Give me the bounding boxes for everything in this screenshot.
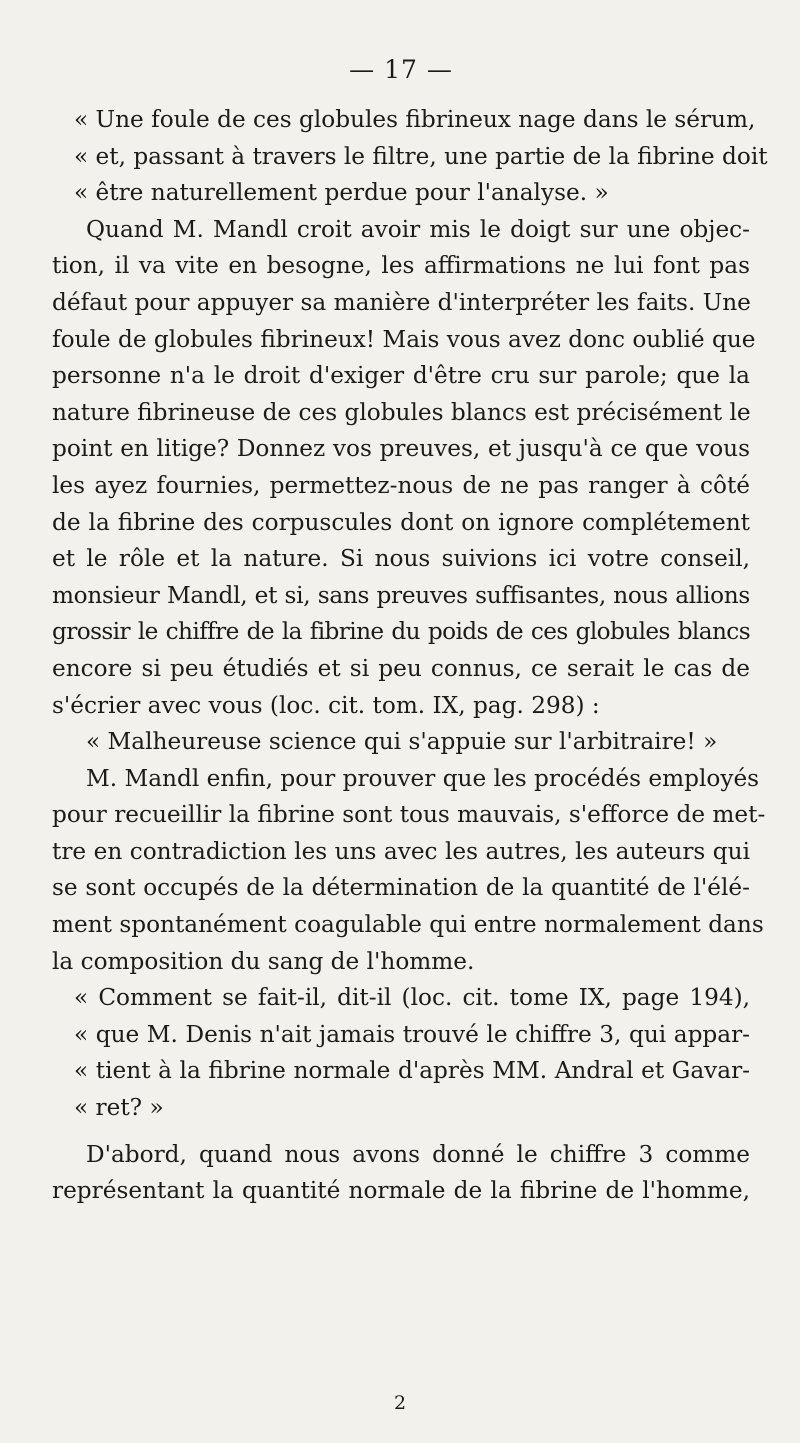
paragraph-start-line: D'abord, quand nous avons donné le chiffre 3 comme: [86, 1140, 750, 1168]
text-line: se sont occupés de la détermination de la quantité de l'élé-: [52, 874, 750, 902]
text-line: les ayez fournies, permettez-nous de ne pas ranger à côté: [52, 471, 750, 499]
text-line: tion, il va vite en besogne, les affirmations ne lui font pas: [52, 252, 750, 280]
quote-line: « Comment se fait-il, dit-il (loc. cit. tome IX, page 194),: [74, 984, 750, 1012]
paragraph-gap: [52, 1127, 750, 1137]
text-line: grossir le chiffre de la fibrine du poids de ces globules blancs: [52, 618, 750, 646]
text-line: « être naturellement perdue pour l'analyse. »: [74, 179, 609, 207]
text-line: de la fibrine des corpuscules dont on ignore complétement: [52, 508, 750, 536]
text-line: ment spontanément coagulable qui entre normalement dans: [52, 911, 764, 939]
text-line: s'écrier avec vous (loc. cit. tom. IX, pag. 298) :: [52, 691, 600, 719]
page-number: — 17 —: [349, 55, 453, 84]
quote-line: « Malheureuse science qui s'appuie sur l'arbitraire! »: [86, 728, 718, 756]
text-line: pour recueillir la fibrine sont tous mauvais, s'efforce de met-: [52, 801, 766, 829]
quote-line: « ret? »: [74, 1094, 164, 1122]
paragraph-start-line: Quand M. Mandl croit avoir mis le doigt sur une objec-: [86, 215, 750, 243]
text-line: et le rôle et la nature. Si nous suivions ici votre conseil,: [52, 545, 750, 573]
paragraph-start-line: M. Mandl enfin, pour prouver que les procédés employés: [86, 764, 760, 792]
text-line: personne n'a le droit d'exiger d'être cru sur parole; que la: [52, 362, 750, 390]
text-line: représentant la quantité normale de la fibrine de l'homme,: [52, 1177, 750, 1205]
quote-line: « que M. Denis n'ait jamais trouvé le chiffre 3, qui appar-: [74, 1020, 750, 1048]
body-text: [52, 102, 768, 1210]
text-line: « Une foule de ces globules fibrineux nage dans le sérum,: [74, 106, 756, 133]
text-line: encore si peu étudiés et si peu connus, ce serait le cas de: [52, 654, 750, 682]
text-line: monsieur Mandl, et si, sans preuves suffisantes, nous allions: [52, 581, 750, 609]
text-line: tre en contradiction les uns avec les autres, les auteurs qui: [52, 837, 750, 865]
text-line: « et, passant à travers le filtre, une partie de la fibrine doit: [74, 142, 768, 170]
text-line: nature fibrineuse de ces globules blancs est précisément le: [52, 398, 751, 426]
text-line: défaut pour appuyer sa manière d'interpréter les faits. Une: [52, 288, 751, 316]
text-line: la composition du sang de l'homme.: [52, 947, 475, 975]
text-line: foule de globules fibrineux! Mais vous avez donc oublié que: [52, 325, 756, 353]
quote-line: « tient à la fibrine normale d'après MM. Andral et Gavar-: [74, 1057, 750, 1085]
signature-mark: 2: [393, 1392, 407, 1414]
text-line: point en litige? Donnez vos preuves, et jusqu'à ce que vous: [52, 435, 750, 463]
